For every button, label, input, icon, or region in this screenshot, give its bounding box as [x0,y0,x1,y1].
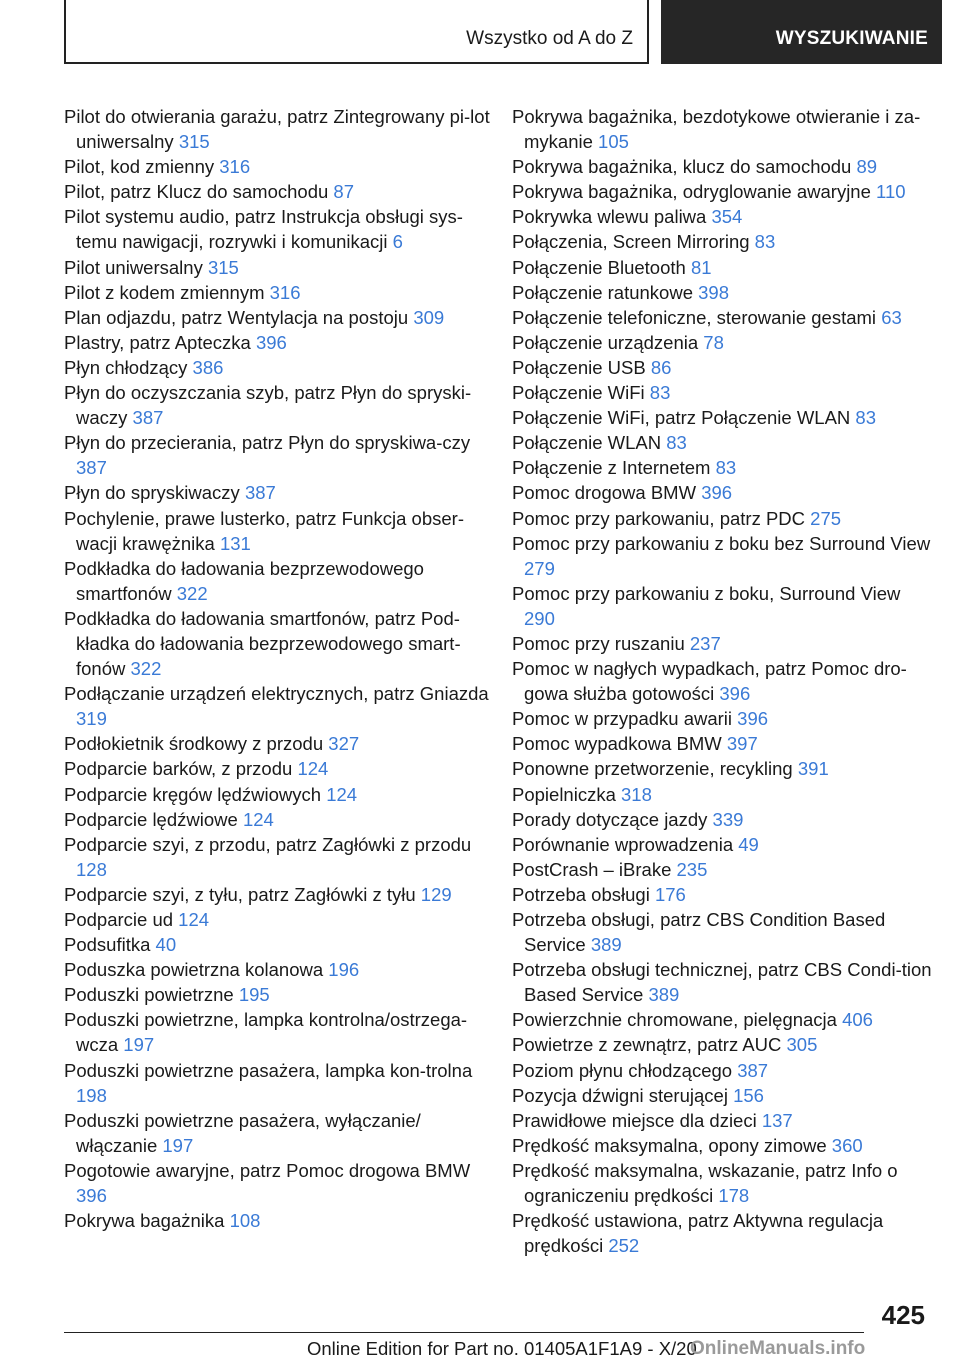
index-entry [512,154,932,179]
footer-edition: Online Edition for Part no. 01405A1F1A9 - X/20 [307,1338,697,1359]
index-entry-page-link[interactable]: 89 [856,156,878,178]
index-entry-text: Podparcie kręgów lędźwiowych [64,783,322,805]
index-column-left [64,104,492,1233]
index-entry-page-link[interactable]: 137 [761,1109,793,1131]
index-entry-page-link[interactable]: 396 [719,683,751,705]
index-entry-text: Ponowne przetworzenie, recykling [512,758,793,780]
index-entry [512,280,932,305]
index-entry-page-link[interactable]: 78 [703,331,724,353]
index-entry-page-link[interactable]: 252 [608,1235,640,1257]
index-entry-page-link[interactable]: 198 [76,1084,107,1106]
header-section-title: Wszystko od A do Z [466,28,633,49]
index-entry-page-link[interactable]: 197 [123,1034,155,1056]
index-entry [512,355,932,380]
index-entry-text: Pomoc drogowa BMW [512,482,697,504]
index-entry-page-link[interactable]: 195 [238,984,270,1006]
index-entry [64,430,492,480]
index-entry-text: Podparcie szyi, z przodu, patrz Zagłówki z przodu [64,833,472,855]
index-entry [512,1007,932,1032]
index-entry [64,330,492,355]
index-entry-text: Pokrywa bagażnika, odryglowanie awaryjne [512,181,871,203]
index-entry-page-link[interactable]: 387 [244,482,276,504]
index-entry-text: Poziom płynu chłodzącego [512,1059,733,1081]
index-entry-page-link[interactable]: 386 [192,356,224,378]
index-entry-page-link[interactable]: 86 [650,356,672,378]
index-entry [512,756,932,781]
index-entry-text: Powierzchnie chromowane, pielęgnacja [512,1009,837,1031]
index-entry [512,531,932,581]
index-entry-page-link[interactable]: 327 [328,733,360,755]
index-entry [512,506,932,531]
index-entry-text: Pomoc w nagłych wypadkach, patrz Pomoc dro-gowa służba gotowości [512,658,907,705]
index-entry-text: Pilot z kodem zmiennym [64,281,265,303]
index-entry-text: Poduszki powietrzne pasażera, lampka kon-trolna [64,1059,473,1081]
index-entry-page-link[interactable]: 196 [328,959,360,981]
index-entry-page-link[interactable]: 156 [733,1084,764,1106]
index-entry-page-link[interactable]: 40 [155,934,177,956]
index-entry [64,1058,492,1108]
index-entry-page-link[interactable]: 235 [676,858,708,880]
index-entry-page-link[interactable]: 339 [712,808,744,830]
index-entry [64,305,492,330]
index-entry-page-link[interactable]: 275 [810,507,842,529]
index-entry-text: Połączenie z Internetem [512,457,711,479]
index-entry-page-link[interactable]: 316 [269,281,301,303]
index-entry-text: Pokrywa bagażnika [64,1210,225,1232]
index-entry-text: Prędkość maksymalna, opony zimowe [512,1134,827,1156]
index-entry [512,455,932,480]
index-entry-text: Powietrze z zewnątrz, patrz AUC [512,1034,782,1056]
index-entry [512,832,932,857]
index-entry-page-link[interactable]: 290 [524,607,555,629]
index-entry [512,1058,932,1083]
index-entry [64,104,492,154]
index-entry-page-link[interactable]: 398 [698,281,730,303]
index-entry-text: Połączenie ratunkowe [512,281,693,303]
index-entry [512,957,932,1007]
index-entry-page-link[interactable]: 49 [738,833,759,855]
index-entry [64,782,492,807]
index-entry-page-link[interactable]: 319 [76,708,107,730]
index-entry-text: Pomoc przy ruszaniu [512,632,685,654]
index-entry [64,932,492,957]
index-entry [512,1208,932,1258]
index-entry-text: Pilot do otwierania garażu, patrz Zintegrowany pi-lot uniwersalny [64,106,490,153]
index-entry-text: Porównanie wprowadzenia [512,833,734,855]
index-entry-text: Poduszki powietrzne pasażera, wyłączanie/ włączanie [64,1109,421,1156]
index-entry-text: Płyn do spryskiwaczy [64,482,240,504]
index-entry-text: Pilot uniwersalny [64,256,203,278]
index-entry-page-link[interactable]: 396 [255,331,287,353]
index-entry [512,229,932,254]
index-entry-page-link[interactable]: 322 [130,658,162,680]
index-entry [512,782,932,807]
index-entry-page-link[interactable]: 124 [326,783,358,805]
index-entry-page-link[interactable]: 354 [711,206,743,228]
index-entry [64,832,492,882]
index-entry [64,154,492,179]
index-entry-text: Prędkość maksymalna, wskazanie, patrz Info o ograniczeniu prędkości [512,1159,898,1207]
index-entry-page-link[interactable]: 391 [797,758,829,780]
index-entry [512,706,932,731]
index-entry [64,1108,492,1158]
index-entry [64,1208,492,1233]
index-entry [512,179,932,204]
index-entry [64,807,492,832]
index-entry [512,581,932,631]
index-entry [512,204,932,229]
index-entry-text: Pochylenie, prawe lusterko, patrz Funkcja obser-wacji krawężnika [64,507,464,554]
index-entry-text: Pilot, patrz Klucz do samochodu [64,181,329,203]
index-entry-page-link[interactable]: 279 [524,557,555,579]
index-entry-text: Połączenie WiFi, patrz Połączenie WLAN [512,407,851,429]
header-tab-label: WYSZUKIWANIE [775,28,928,49]
index-entry [512,405,932,430]
index-entry-text: Połączenie telefoniczne, sterowanie gestami [512,306,877,328]
index-entry-page-link[interactable]: 178 [718,1185,750,1207]
index-entry [512,305,932,330]
index-entry [64,255,492,280]
index-entry-text: Pomoc przy parkowaniu z boku, Surround View [512,582,901,604]
watermark-logo: OnlineManuals.info [690,1338,866,1359]
index-entry-text: Pilot systemu audio, patrz Instrukcja obsługi sys-temu nawigacji, rozrywki i komunikacji [64,206,463,253]
index-entry [512,1158,932,1208]
index-entry-page-link[interactable]: 389 [648,984,680,1006]
index-entry [64,506,492,556]
index-entry-page-link[interactable]: 124 [178,909,210,930]
index-entry-text: Pokrywka wlewu paliwa [512,206,707,228]
index-entry-page-link[interactable]: 316 [219,156,251,178]
index-entry [512,1108,932,1133]
index-entry [64,480,492,505]
index-entry-page-link[interactable]: 396 [701,482,733,504]
index-entry-text: Potrzeba obsługi [512,883,650,905]
index-entry [512,882,932,907]
index-entry-text: Połączenie urządzenia [512,331,699,353]
index-entry [64,957,492,982]
index-entry-text: Plan odjazdu, patrz Wentylacja na postoju [64,306,409,328]
index-entry-text: Podsufitka [64,934,151,956]
index-entry [512,857,932,882]
index-entry [64,1158,492,1208]
index-entry-page-link[interactable]: 406 [842,1009,873,1031]
index-entry-page-link[interactable]: 128 [76,858,107,880]
index-entry-page-link[interactable]: 396 [76,1185,107,1207]
index-entry [64,355,492,380]
index-entry [64,179,492,204]
index-entry [512,1032,932,1057]
index-entry-page-link[interactable]: 315 [178,131,210,153]
index-entry-page-link[interactable]: 389 [590,934,622,956]
index-entry-page-link[interactable]: 315 [207,256,239,278]
index-entry-text: Pogotowie awaryjne, patrz Pomoc drogowa BMW [64,1159,471,1181]
index-entry-page-link[interactable]: 131 [219,532,251,554]
index-entry-page-link[interactable]: 83 [666,432,687,454]
index-entry [64,756,492,781]
index-entry-text: Płyn do oczyszczania szyb, patrz Płyn do spryski-waczy [64,382,472,429]
index-entry-text: Podłączanie urządzeń elektrycznych, patrz Gniazda [64,683,489,705]
index-entry [512,1133,932,1158]
index-entry-page-link[interactable]: 176 [654,883,686,905]
index-entry-page-link[interactable]: 397 [726,733,758,755]
index-entry-text: Płyn do przecierania, patrz Płyn do spryskiwa-czy [64,432,471,454]
index-entry [64,606,492,681]
index-entry-text: Pomoc w przypadku awarii [512,708,733,730]
index-entry [64,731,492,756]
index-entry-page-link[interactable]: 83 [649,382,671,404]
index-entry-page-link[interactable]: 105 [598,131,629,153]
index-entry-text: Podparcie lędźwiowe [64,808,238,830]
index-entry-page-link[interactable]: 322 [176,582,208,604]
index-entry [512,104,932,154]
index-entry [64,280,492,305]
index-entry-text: Połączenie WiFi [512,382,645,404]
index-entry [512,907,932,957]
page-number: 425 [881,1300,925,1330]
index-entry-page-link[interactable]: 129 [420,883,452,905]
index-entry-text: Pomoc przy parkowaniu, patrz PDC [512,507,806,529]
index-entry-text: Podparcie ud [64,909,174,930]
index-entry-text: PostCrash – iBrake [512,858,672,880]
index-entry-text: Pomoc wypadkowa BMW [512,733,722,755]
index-entry [64,681,492,731]
index-entry-text: Pilot, kod zmienny [64,156,215,178]
index-entry-text: Połączenie USB [512,356,646,378]
index-entry [512,330,932,355]
index-entry-text: Potrzeba obsługi, patrz CBS Condition Based Service [512,909,886,956]
index-entry [64,204,492,254]
index-entry [512,656,932,706]
index-entry-text: Potrzeba obsługi technicznej, patrz CBS Condi-tion Based Service [512,959,932,1006]
header-tab[interactable] [661,0,942,64]
index-entry [64,907,492,932]
index-entry-page-link[interactable]: 318 [621,783,652,805]
index-entry-text: Podparcie barków, z przodu [64,758,293,780]
index-entry [512,731,932,756]
index-entry [512,807,932,832]
index-entry [512,380,932,405]
index-entry-text: Połączenie WLAN [512,432,662,454]
index-entry [512,1083,932,1108]
index-entry-page-link[interactable]: 197 [162,1134,194,1156]
index-entry-page-link[interactable]: 81 [690,256,712,278]
index-entry [64,380,492,430]
index-entry-page-link[interactable]: 83 [715,457,737,479]
footer-divider [64,1332,864,1333]
index-entry-text: Pokrywa bagażnika, klucz do samochodu [512,156,852,178]
index-entry [512,631,932,656]
index-entry-page-link[interactable]: 124 [242,808,274,830]
index-entry-page-link[interactable]: 360 [831,1134,863,1156]
index-entry [64,982,492,1007]
index-entry-text: Pokrywa bagażnika, bezdotykowe otwieranie i za-mykanie [512,106,921,153]
index-entry-text: Podparcie szyi, z tyłu, patrz Zagłówki z tyłu [64,883,416,905]
index-entry-page-link[interactable]: 124 [297,758,329,780]
index-entry-page-link[interactable]: 305 [786,1034,818,1056]
index-entry-page-link[interactable]: 387 [76,457,107,479]
index-entry-text: Plastry, patrz Apteczka [64,331,251,353]
index-entry-text: Poduszka powietrzna kolanowa [64,959,324,981]
header-section-box [64,0,649,64]
index-entry-text: Prędkość ustawiona, patrz Aktywna regulacja prędkości [512,1210,884,1257]
index-entry-text: Podłokietnik środkowy z przodu [64,733,324,755]
index-entry-page-link[interactable]: 309 [413,306,445,328]
index-entry-page-link[interactable]: 396 [737,708,769,730]
index-entry-page-link[interactable]: 6 [392,231,403,253]
index-entry-page-link[interactable]: 63 [881,306,902,328]
index-entry-text: Prawidłowe miejsce dla dzieci [512,1109,757,1131]
index-entry [64,556,492,606]
index-entry [512,430,932,455]
index-entry-text: Pozycja dźwigni sterującej [512,1084,728,1106]
index-column-right [512,104,932,1258]
index-entry-text: Poduszki powietrzne, lampka kontrolna/ostrzega-wcza [64,1009,468,1056]
index-entry-page-link[interactable]: 110 [876,181,906,203]
index-entry-page-link[interactable]: 83 [754,231,776,253]
index-entry-text: Podkładka do ładowania bezprzewodowego smartfonów [64,557,424,604]
index-entry-text: Pomoc przy parkowaniu z boku bez Surround View [512,532,931,554]
index-entry-text: Poduszki powietrzne [64,984,234,1006]
index-entry-page-link[interactable]: 387 [132,407,164,429]
index-entry-page-link[interactable]: 83 [855,407,876,429]
index-entry-text: Połączenia, Screen Mirroring [512,231,750,253]
index-entry [512,255,932,280]
index-entry-text: Popielniczka [512,783,616,805]
index-entry-page-link[interactable]: 108 [229,1210,261,1232]
index-entry [64,1007,492,1057]
index-entry-text: Porady dotyczące jazdy [512,808,708,830]
index-entry-page-link[interactable]: 237 [689,632,721,654]
index-entry-text: Połączenie Bluetooth [512,256,686,278]
index-entry [512,480,932,505]
index-entry-page-link[interactable]: 87 [333,181,354,203]
index-entry-page-link[interactable]: 387 [737,1059,769,1081]
index-entry-text: Podkładka do ładowania smartfonów, patrz Pod-kładka do ładowania bezprzewodowego smart-fonów [64,607,461,680]
index-entry-text: Płyn chłodzący [64,356,188,378]
index-entry [64,882,492,907]
